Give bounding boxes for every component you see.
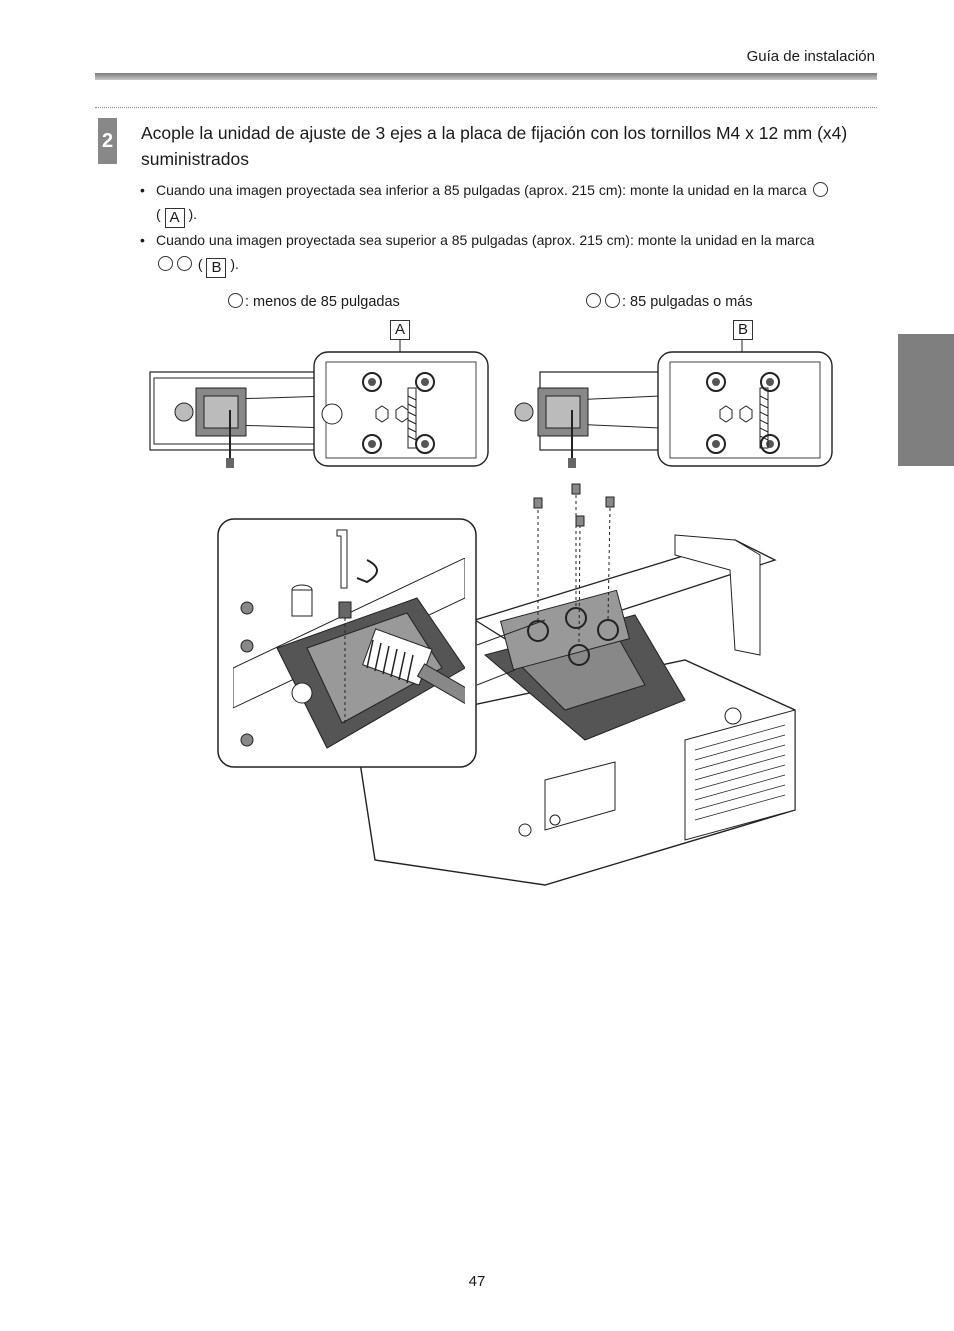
step-number: 2 (98, 118, 117, 164)
mark-circle-icon (586, 293, 601, 308)
figure-label-a: A (390, 320, 410, 340)
caption-b (584, 293, 753, 310)
step-heading: Acople la unidad de ajuste de 3 ejes a la placa de fijación con los tornillos M4 x 12 mm (x4) suministrados (141, 123, 848, 169)
section-divider (95, 107, 877, 108)
bullet-text: Cuando una imagen proyectada sea superior a 85 pulgadas (aprox. 215 cm): monte la unidad en la marca (156, 232, 815, 248)
caption-a (226, 293, 400, 310)
bullet-item-a: • Cuando una imagen proyectada sea inferior a 85 pulgadas (aprox. 215 cm): monte la unidad en la marca ( A ). (140, 178, 880, 228)
diagram-position-b (510, 340, 840, 475)
mark-letter-a: A (165, 208, 185, 228)
diagram-position-a (140, 340, 500, 475)
header-rule (95, 73, 877, 80)
mark-circle-icon (158, 256, 173, 271)
figure-label-b: B (733, 320, 753, 340)
bullet-dot: • (140, 232, 145, 248)
header-title: Guía de instalación (746, 48, 875, 65)
chapter-tab (898, 334, 954, 466)
caption-b-text: : 85 pulgadas o más (622, 294, 753, 310)
bullet-text: Cuando una imagen proyectada sea inferior a 85 pulgadas (aprox. 215 cm): monte la unidad en la marca (156, 182, 807, 198)
mark-circle-icon (228, 293, 243, 308)
bullet-dot: • (140, 182, 145, 198)
mark-circle-icon (813, 182, 828, 197)
zoom-detail-inset (217, 518, 479, 770)
mark-circle-icon (177, 256, 192, 271)
mark-letter-b: B (206, 258, 226, 278)
caption-a-text: : menos de 85 pulgadas (245, 294, 400, 310)
page-number: 47 (468, 1273, 486, 1290)
mark-circle-icon (605, 293, 620, 308)
bullet-item-b: • Cuando una imagen proyectada sea superior a 85 pulgadas (aprox. 215 cm): monte la unidad en la marca ( B ). (140, 228, 880, 278)
